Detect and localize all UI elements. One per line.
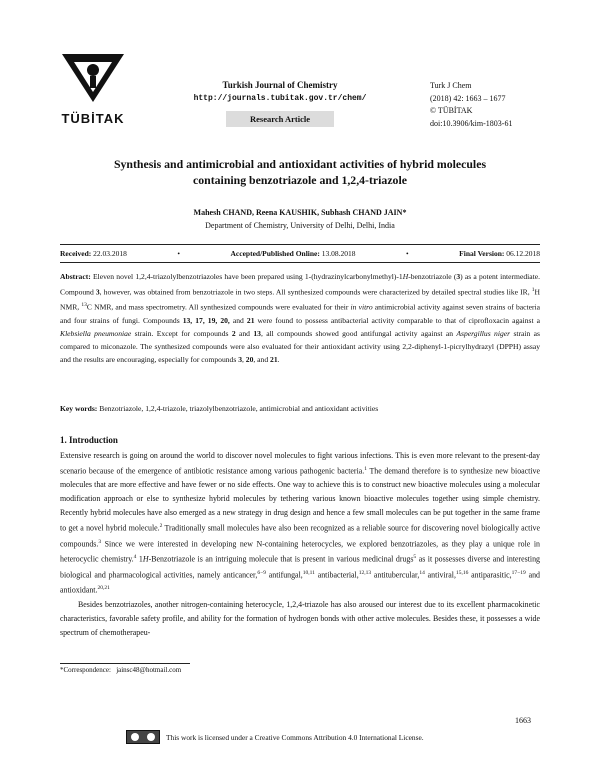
article-type-badge: Research Article bbox=[226, 111, 334, 127]
license-text: This work is licensed under a Creative Commons Attribution 4.0 International License. bbox=[166, 732, 424, 742]
bullet-sep: • bbox=[177, 249, 180, 258]
copyright: © TÜBİTAK bbox=[430, 106, 473, 115]
page-number: 1663 bbox=[515, 716, 531, 725]
dates-row bbox=[60, 249, 540, 258]
bullet-sep: • bbox=[406, 249, 409, 258]
correspondence-email[interactable]: jainsc48@hotmail.com bbox=[116, 666, 182, 674]
citation-meta bbox=[430, 80, 512, 130]
affiliation: Department of Chemistry, University of Delhi, Delhi, India bbox=[205, 221, 395, 230]
intro-paragraph-1: Extensive research is going on around the world to discover novel molecules to fight various infections. This is even more relevant to the present-day scenario because of the emergence of antibiotic resistance among various pathogenic bacteria.$^1$ The demand therefore is to synthesize new bioactive molecules that are more effective and have fewer or no side effects. One way to achieve this is to construct new bioactive molecules using a molecular modification approach or else to synthesize hybrid molecules by tethering various known bioactive molecules together using simple chemistry. Recently hybrid molecules have also emerged as a new strategy in drug design and hence a few small molecules can be put together in the same frame to get a novel hybrid molecule.$^2$ Traditionally small molecules have also been recognized as a reliable source for discovering novel biologically active compounds.$^3$ Since we were interested in developing new N-containing heterocycles, we explored benzotriazoles, as they play a unique role in heterocyclic chemistry.$^4$ 1H-Benzotriazole is an intriguing molecule that is present in various medicinal drugs$^5$ as it possesses diverse and interesting biological and pharmacological activities, namely anticancer,$^{6-9}$ antifungal,$^{10,11}$ antibacterial,$^{12,13}$ antitubercular,$^{14}$ antiviral,$^{15,16}$ antiparasitic,$^{17-19}$ and antioxidant.$^{20,21}$ bbox=[60, 451, 541, 595]
journal-name: Turkish Journal of Chemistry bbox=[222, 80, 338, 90]
journal-abbrev: Turk J Chem bbox=[430, 81, 472, 90]
tubitak-logo bbox=[60, 52, 126, 126]
footnote-rule bbox=[60, 663, 190, 664]
volume-pages: (2018) 42: 1663 – 1677 bbox=[430, 93, 506, 103]
keywords-text: Benzotriazole, 1,2,4-triazole, triazolylbenzotriazole, antimicrobial and antioxidant activities bbox=[99, 404, 379, 413]
logo-wordmark: TÜBİTAK bbox=[61, 111, 125, 126]
creative-commons-icon[interactable] bbox=[126, 730, 160, 744]
abstract-label: Abstract: bbox=[60, 272, 91, 281]
keywords-label: Key words: bbox=[60, 404, 98, 413]
authors: Mahesh CHAND, Reena KAUSHIK, Subhash CHAND JAIN* bbox=[193, 208, 407, 217]
doi[interactable]: doi:10.3906/kim-1803-61 bbox=[430, 118, 513, 128]
introduction-body bbox=[60, 449, 540, 640]
journal-header bbox=[190, 80, 370, 127]
journal-url-link[interactable]: http://journals.tubitak.gov.tr/chem/ bbox=[193, 94, 367, 103]
tubitak-emblem-icon bbox=[60, 52, 126, 104]
paper-title bbox=[60, 156, 540, 188]
dates-top-rule bbox=[60, 244, 540, 245]
dates-bottom-rule bbox=[60, 262, 540, 263]
abstract: Abstract: Eleven novel 1,2,4-triazolylbenzotriazoles have been prepared using 1-(hydrazinylcarbonylmethyl)-1H-benzotriazole (3) as a potent intermediate. Compound 3, however, was obtained from benzotriazole in two steps. All synthesized compounds were characterized by detailed spectral studies like IR, $^1$H NMR, $^{13}$C NMR, and mass spectrometry. All synthesized compounds were evaluated for their in vitro antimicrobial activity against seven strains of bacteria and four strains of fungi. Compounds 13, 17, 19, 20, and 21 were found to possess antibacterial activity comparable to that of ciprofloxacin against a Klebsiella pneumoniae strain. Except for compounds 2 and 13, all compounds showed good antifungal activity against an Aspergillus niger strain as compared to miconazole. The synthesized compounds were also evaluated for their antioxidant activity using 2,2-diphenyl-1-picrylhydrazyl (DPPH) assay and the results are encouraging, especially for compounds 3, 20, and 21. bbox=[60, 272, 541, 364]
final-date: Final Version: 06.12.2018 bbox=[459, 249, 540, 258]
title-line-2: containing benzotriazole and 1,2,4-triazole bbox=[193, 173, 407, 187]
accepted-date: Accepted/Published Online: 13.08.2018 bbox=[230, 249, 356, 258]
intro-paragraph-2: Besides benzotriazoles, another nitrogen-containing heterocycle, 1,2,4-triazole has also aroused our interest due to its excellent pharmacokinetic characteristics, favorable safety profile, and ability for the formation of hydrogen bonds with other active molecules. Besides these, it possesses a wide spectrum of chemotherapeu- bbox=[60, 599, 540, 637]
section-heading-introduction: 1. Introduction bbox=[60, 435, 118, 445]
title-line-1: Synthesis and antimicrobial and antioxidant activities of hybrid molecules bbox=[113, 157, 487, 171]
correspondence-footnote: *Correspondence: jainsc48@hotmail.com bbox=[60, 666, 182, 674]
keywords bbox=[60, 404, 540, 413]
received-date: Received: 22.03.2018 bbox=[60, 249, 127, 258]
license-footer bbox=[126, 730, 424, 744]
